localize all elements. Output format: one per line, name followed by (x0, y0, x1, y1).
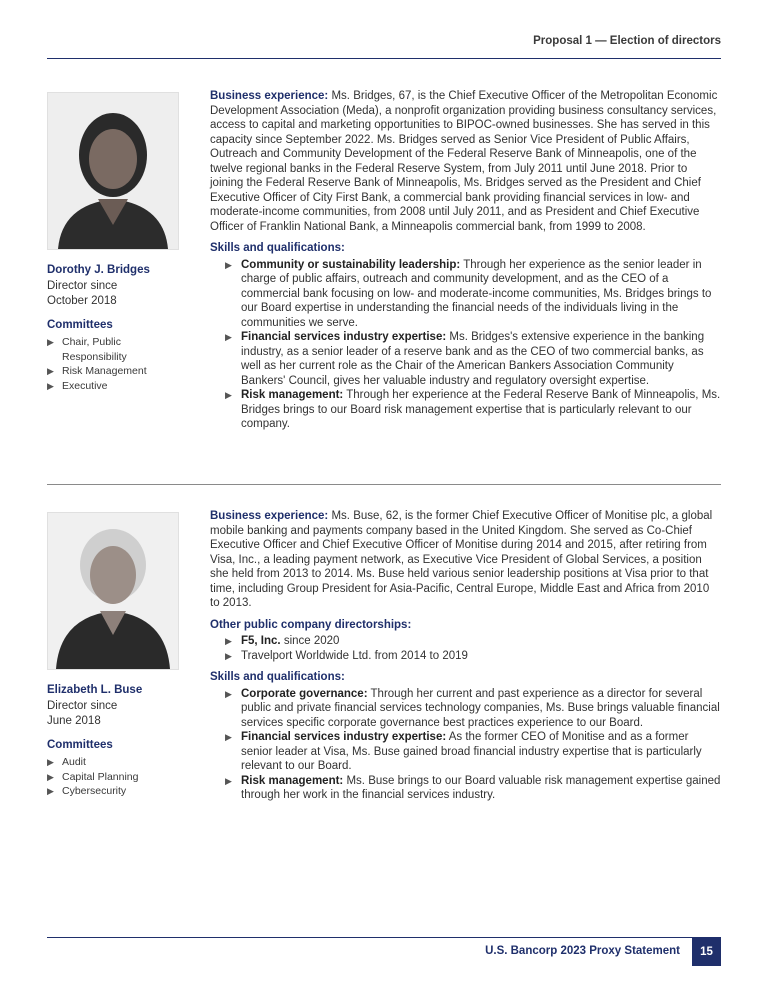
section-divider (47, 484, 721, 485)
skill-item: ▶ Risk management: Ms. Buse brings to our Board valuable risk management expertise gained through her work in the financial services industry. (225, 774, 721, 801)
committees-list (47, 755, 197, 799)
committee-item: ▶ Capital Planning (47, 770, 139, 783)
director-sidebar (47, 263, 197, 393)
footer-title: U.S. Bancorp 2023 Proxy Statement (485, 945, 680, 957)
business-experience: Business experience: Ms. Bridges, 67, is the Chief Executive Officer of the Metropolitan Economic Development Association (Meda), a nonprofit organization providing business consultancy services, access to capital and marketing opportunities to BIPOC-owned businesses. She has served in this capacity since September 2022. Ms. Bridges served as Senior Vice President of Public Affairs, Outreach and Community Development of the Federal Reserve Bank of Minneapolis, one of the twelve regional banks in the Federal Reserve System, from July 2011 until June 2018. Prior to joining the Federal Reserve Bank of Minneapolis, Ms. Bridges served as the President and Chief Executive Officer of City First Bank, a commercial bank providing financial services in low- and moderate-income communities, from 2008 until July 2011, and as President and Chief Executive Officer of Franklin National Bank, a Minneapolis commercial bank, from 1999 to 2008. (210, 90, 718, 233)
directorships-heading: Other public company directorships: (210, 618, 412, 631)
skills-list (210, 687, 721, 803)
triangle-bullet-icon: ▶ (47, 337, 54, 347)
footer-rule (47, 937, 721, 938)
committee-item: ▶ Audit (47, 756, 86, 768)
triangle-bullet-icon: ▶ (47, 366, 54, 376)
triangle-bullet-icon: ▶ (47, 771, 54, 782)
triangle-bullet-icon: ▶ (47, 757, 54, 767)
committees-heading: Committees (47, 738, 113, 751)
director-details (210, 509, 721, 803)
directorship-item: ▶ Travelport Worldwide Ltd. from 2014 to 2019 (225, 649, 468, 662)
triangle-bullet-icon: ▶ (225, 650, 232, 661)
skills-heading: Skills and qualifications: (210, 242, 345, 254)
director-since: Director since (47, 279, 118, 292)
triangle-bullet-icon: ▶ (225, 259, 232, 270)
page-number: 15 (692, 938, 721, 966)
director-since: Director since (47, 699, 118, 712)
triangle-bullet-icon: ▶ (225, 688, 232, 699)
portrait-photo (47, 92, 179, 250)
header-title: Proposal 1 — Election of directors (533, 35, 721, 47)
triangle-bullet-icon: ▶ (225, 636, 232, 646)
director-since-date: October 2018 (47, 295, 117, 307)
director-name: Dorothy J. Bridges (47, 264, 150, 276)
skill-item: ▶ Community or sustainability leadership: Through her experience as the senior leader in charge of public affairs, outreach and community development, and as the CEO of a commercial bank focusing on low- and moderate-income communities, Ms. Bridges brings to our Board expertise in understanding the financial needs of the individuals living in the communities we serve. (225, 258, 712, 329)
committees-heading: Committees (47, 318, 113, 331)
committee-item: ▶ Executive (47, 379, 108, 392)
triangle-bullet-icon: ▶ (47, 786, 54, 796)
skill-item: ▶ Financial services industry expertise: As the former CEO of Monitise and as a former senior leader at Visa, Ms. Buse gained broad financial industry expertise that is particularly relevant to our Board. (225, 731, 702, 772)
triangle-bullet-icon: ▶ (225, 775, 232, 786)
triangle-bullet-icon: ▶ (47, 380, 54, 391)
committee-item: ▶ Chair, Public Responsibility (47, 336, 127, 363)
triangle-bullet-icon: ▶ (225, 390, 232, 400)
skills-heading: Skills and qualifications: (210, 671, 345, 683)
skill-item: ▶ Risk management: Through her experience at the Federal Reserve Bank of Minneapolis, Ms. Bridges brings to our Board risk management expertise that is particularly relevant to our company. (225, 389, 721, 430)
skill-item: ▶ Corporate governance: Through her current and past experience as a director for several public and private financial services technology companies, Ms. Buse brings valuable financial services specific corporate governance best practices experience to our Board. (225, 687, 720, 729)
header-rule (47, 58, 721, 59)
triangle-bullet-icon: ▶ (225, 332, 232, 342)
director-name: Elizabeth L. Buse (47, 684, 143, 696)
director-details (210, 89, 721, 432)
director-since-date: June 2018 (47, 715, 101, 727)
skill-item: ▶ Financial services industry expertise: Ms. Bridges's extensive experience in the banking industry, as a senior leader of a reserve bank and as the CEO of two commercial banks, as well as her current role as the Chair of the American Bankers Association Community Bankers' Council, gives her valuable industry and regulatory oversight expertise. (225, 331, 705, 387)
directorships-list (210, 634, 721, 663)
committees-list (47, 335, 197, 393)
committee-item: ▶ Risk Management (47, 365, 147, 377)
committee-item: ▶ Cybersecurity (47, 785, 127, 797)
portrait-photo (47, 512, 179, 670)
triangle-bullet-icon: ▶ (225, 732, 232, 742)
skills-list (210, 258, 721, 432)
directorship-item: ▶ F5, Inc. since 2020 (225, 635, 340, 647)
business-experience: Business experience: Ms. Buse, 62, is the former Chief Executive Officer of Monitise plc, a global mobile banking and payments company based in the United Kingdom. She served as Co-Chief Executive Officer and Chief Executive Officer of Monitise during 2014 and 2015, after retiring from Visa, Inc., a leading payment network, as Executive Vice President of Global Services, a position she held from 2013 to 2014. Ms. Buse held various senior leadership positions at Visa prior to that time, including Group President for Asia-Pacific, Central Europe, Middle East and Africa from 2010 to 2013. (210, 510, 713, 609)
director-sidebar (47, 683, 197, 799)
